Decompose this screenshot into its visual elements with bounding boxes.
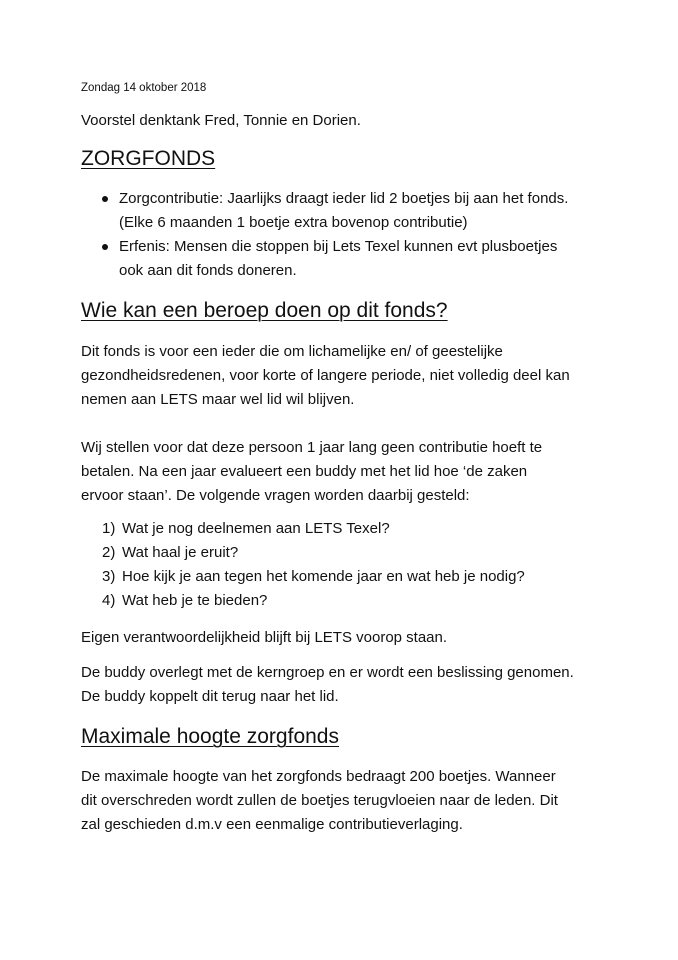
paragraph-eigen-verantwoordelijkheid: Eigen verantwoordelijkheid blijft bij LETS voorop staan.: [81, 629, 448, 646]
question-item: [102, 517, 622, 541]
paragraph-line: dit overschreden wordt zullen de boetjes terugvloeien naar de leden. Dit: [81, 792, 558, 809]
paragraph-line: Dit fonds is voor een ieder die om lichamelijke en/ of geestelijke: [81, 343, 503, 360]
heading-maximale-hoogte: Maximale hoogte zorgfonds: [81, 725, 339, 748]
paragraph-buddy: [81, 661, 621, 709]
question-number: 2): [102, 544, 116, 561]
bullet-text-line: ook aan dit fonds doneren.: [119, 262, 297, 279]
question-item: [102, 565, 622, 589]
question-item: [102, 541, 622, 565]
question-text: Hoe kijk je aan tegen het komende jaar en wat heb je nodig?: [122, 568, 525, 585]
question-text: Wat je nog deelnemen aan LETS Texel?: [122, 520, 390, 537]
bullet-text-line: Zorgcontributie: Jaarlijks draagt ieder lid 2 boetjes bij aan het fonds.: [119, 190, 569, 207]
paragraph-line: betalen. Na een jaar evalueert een buddy met het lid hoe ‘de zaken: [81, 463, 528, 480]
intro-line: Voorstel denktank Fred, Tonnie en Dorien.: [81, 112, 361, 129]
bullet-text-line: (Elke 6 maanden 1 boetje extra bovenop contributie): [119, 214, 468, 231]
question-text: Wat haal je eruit?: [122, 544, 239, 561]
document-date: Zondag 14 oktober 2018: [81, 82, 207, 94]
paragraph-line: De buddy koppelt dit terug naar het lid.: [81, 688, 339, 705]
bullet-text-line: Erfenis: Mensen die stoppen bij Lets Texel kunnen evt plusboetjes: [119, 238, 558, 255]
zorgfonds-bullet-list: [102, 187, 622, 283]
question-number: 3): [102, 568, 116, 585]
question-text: Wat heb je te bieden?: [122, 592, 268, 609]
heading-zorgfonds: ZORGFONDS: [81, 147, 216, 170]
paragraph-line: ervoor staan’. De volgende vragen worden daarbij gesteld:: [81, 487, 470, 504]
question-number: 4): [102, 592, 116, 609]
heading-wie-kan-beroep: Wie kan een beroep doen op dit fonds?: [81, 299, 448, 322]
paragraph-line: Wij stellen voor dat deze persoon 1 jaar lang geen contributie hoeft te: [81, 439, 543, 456]
paragraph-line: De buddy overlegt met de kerngroep en er wordt een beslissing genomen.: [81, 664, 574, 681]
bullet-item-erfenis: [102, 235, 622, 283]
paragraph-line: zal geschieden d.m.v een eenmalige contributieverlaging.: [81, 816, 463, 833]
paragraph-fonds-doel: [81, 340, 621, 412]
paragraph-line: De maximale hoogte van het zorgfonds bedraagt 200 boetjes. Wanneer: [81, 768, 556, 785]
evaluation-question-list: [102, 517, 622, 613]
question-number: 1): [102, 520, 116, 537]
paragraph-line: nemen aan LETS maar wel lid wil blijven.: [81, 391, 355, 408]
question-item: [102, 589, 622, 613]
paragraph-voorstel: [81, 436, 621, 508]
bullet-item-zorgcontributie: [102, 187, 622, 235]
paragraph-maximale-hoogte: [81, 765, 621, 837]
bullet-dot-icon: [102, 196, 108, 202]
paragraph-line: gezondheidsredenen, voor korte of langere periode, niet volledig deel kan: [81, 367, 570, 384]
bullet-dot-icon: [102, 244, 108, 250]
